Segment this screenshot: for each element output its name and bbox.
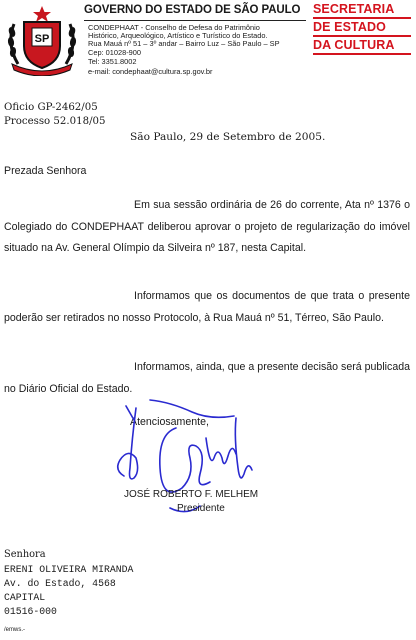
signer-role: Presidente bbox=[177, 503, 225, 514]
stamp-line: DA CULTURA bbox=[313, 38, 395, 52]
signer-name: JOSÉ ROBERTO F. MELHEM bbox=[124, 489, 259, 500]
process-reference: Processo 52.018/05 bbox=[4, 116, 106, 127]
office-reference: Oficio GP-2462/05 bbox=[4, 102, 98, 113]
recipient-street: Av. do Estado, 4568 bbox=[4, 578, 116, 589]
letter-date: São Paulo, 29 de Setembro de 2005. bbox=[130, 131, 326, 143]
greeting: Prezada Senhora bbox=[4, 165, 87, 177]
recipient-city: CAPITAL bbox=[4, 592, 46, 603]
zip-line: Cep: 01028-900 bbox=[88, 48, 142, 57]
government-title: GOVERNO DO ESTADO DE SÃO PAULO bbox=[84, 4, 301, 16]
secretariat-stamp bbox=[313, 3, 413, 76]
recipient-zip: 01516-000 bbox=[4, 606, 57, 617]
stamp-line: DE ESTADO bbox=[313, 20, 386, 34]
paragraph-publication: Informamos, ainda, que a presente decisão será publicada no Diário Oficial do Estado. bbox=[4, 361, 410, 395]
recipient-name: ERENI OLIVEIRA MIRANDA bbox=[4, 564, 134, 575]
agency-line: Histórico, Arqueológico, Artístico e Turístico do Estado. bbox=[88, 31, 268, 40]
paragraph-documents: Informamos que os documentos de que trata o presente poderão ser retirados no nosso Protocolo, à Rua Mauá nº 51, Térreo, São Paulo. bbox=[4, 290, 410, 324]
phone-line: Tel: 3351.8002 bbox=[88, 57, 137, 66]
stamp-bar bbox=[313, 53, 411, 55]
closing: Atenciosamente, bbox=[130, 416, 209, 428]
agency-line: CONDEPHAAT - Conselho de Defesa do Patrimônio bbox=[88, 23, 260, 32]
recipient-title: Senhora bbox=[4, 549, 46, 560]
stamp-bar bbox=[313, 17, 411, 19]
handwritten-signature-icon bbox=[110, 398, 270, 536]
stamp-line: SECRETARIA bbox=[313, 2, 395, 16]
typist-initials: /emws.- bbox=[4, 627, 25, 633]
stamp-bar bbox=[313, 35, 411, 37]
sao-paulo-coat-of-arms-icon bbox=[4, 4, 80, 76]
email-line: e-mail: condephaat@cultura.sp.gov.br bbox=[88, 67, 213, 76]
paragraph-approval: Em sua sessão ordinária de 26 do corrente, Ata nº 1376 o Colegiado do CONDEPHAAT deliberou aprovar o projeto de regularização do imóvel situado na Av. General Olímpio da Silveira nº 187, nesta Capital. bbox=[4, 199, 410, 254]
seal-letters: SP bbox=[34, 33, 50, 45]
header-divider bbox=[84, 20, 306, 21]
address-line: Rua Mauá nº 51 – 3º andar – Bairro Luz – São Paulo – SP bbox=[88, 39, 280, 48]
